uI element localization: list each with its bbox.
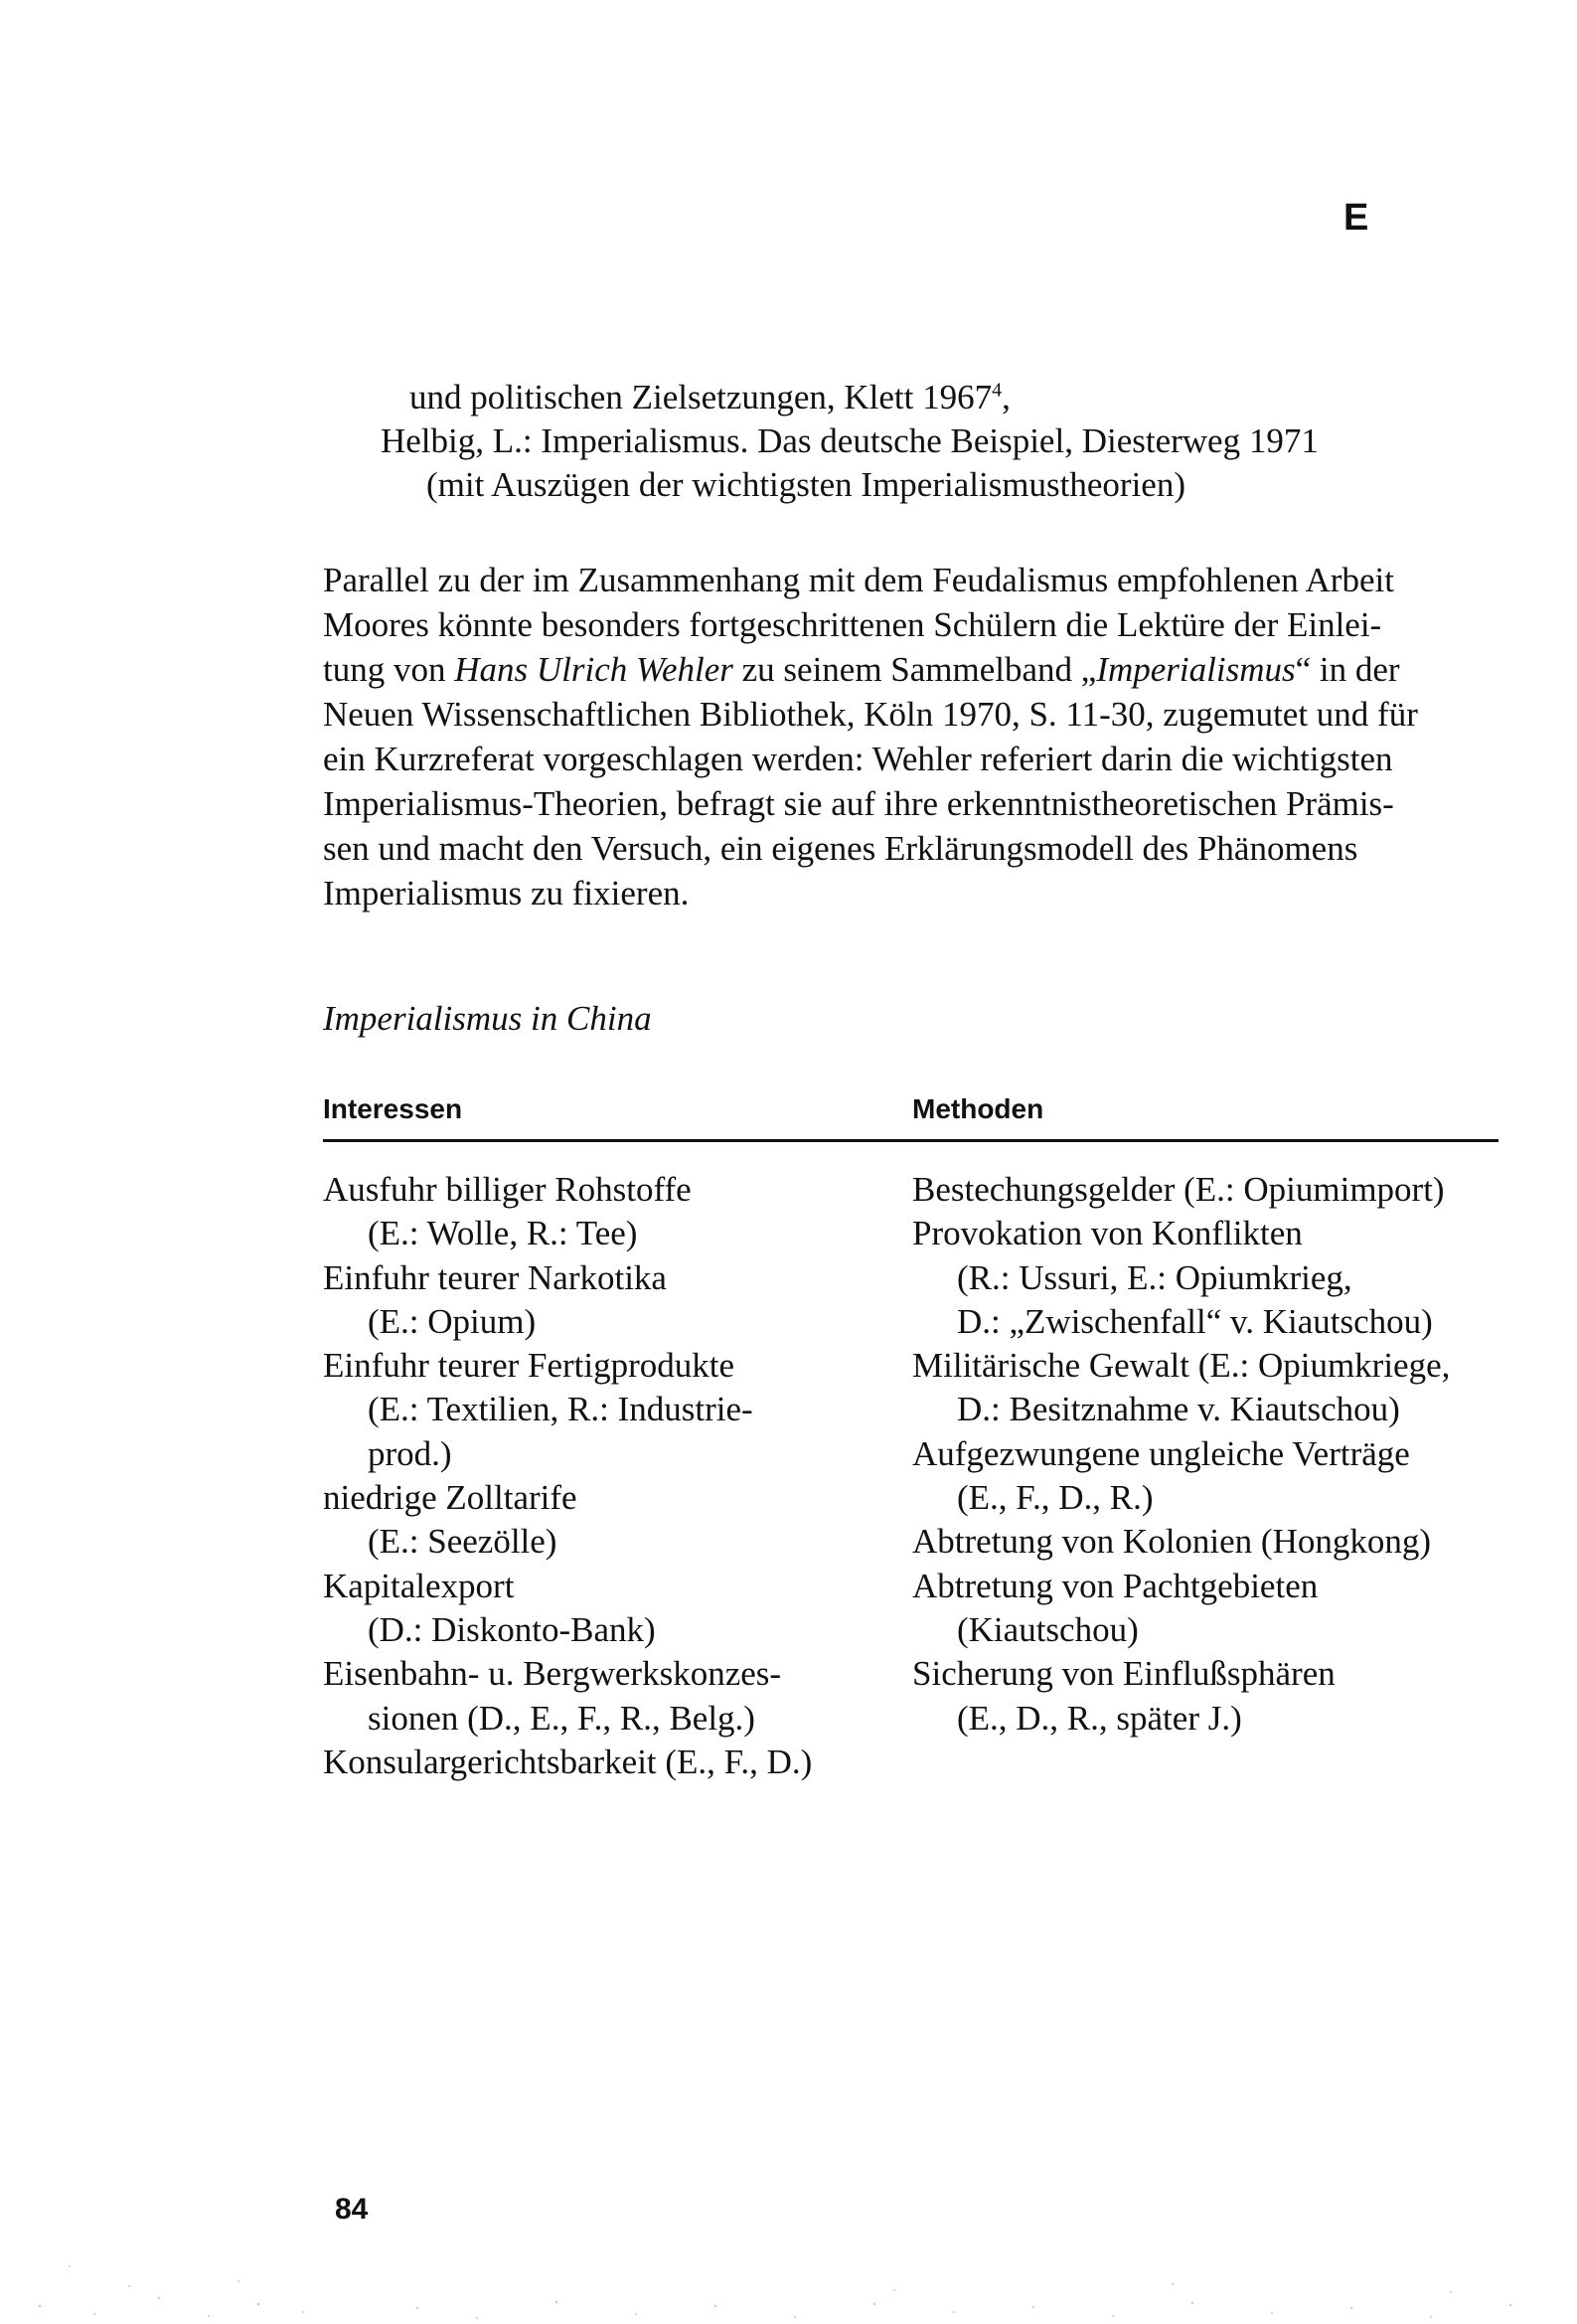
interessen-list-item: (E.: Textilien, R.: Industrie- <box>368 1390 753 1429</box>
methoden-list-item: Aufgezwungene ungleiche Verträge <box>912 1433 1410 1473</box>
paragraph-line: ein Kurzreferat vorgeschlagen werden: Wehler referiert darin die wichtigsten <box>323 740 1393 778</box>
methoden-list-item: (R.: Ussuri, E.: Opiumkrieg, <box>957 1257 1352 1297</box>
paragraph-line: Moores könnte besonders fortgeschrittenen Schülern die Lektüre der Einlei- <box>323 605 1382 644</box>
methoden-list-item: (E., D., R., später J.) <box>957 1698 1242 1738</box>
paragraph-line: Imperialismus zu fixieren. <box>323 874 690 913</box>
column-header-methoden: Methoden <box>912 1093 1044 1124</box>
paragraph-line: Imperialismus-Theorien, befragt sie auf ihre erkenntnistheoretischen Prämis- <box>323 784 1394 823</box>
interessen-list-item: Konsulargerichtsbarkeit (E., F., D.) <box>323 1742 813 1781</box>
paragraph-line: Neuen Wissenschaftlichen Bibliothek, Köln 1970, S. 11-30, zugemutet und für <box>323 695 1418 734</box>
methoden-list-item: (Kiautschou) <box>957 1609 1139 1649</box>
methoden-list-item: (E., F., D., R.) <box>957 1478 1154 1518</box>
interessen-list-item: Ausfuhr billiger Rohstoffe <box>323 1170 692 1209</box>
interessen-list-item: sionen (D., E., F., R., Belg.) <box>368 1698 755 1738</box>
methoden-list-item: D.: „Zwischenfall“ v. Kiautschou) <box>957 1301 1433 1341</box>
methoden-list-item: Sicherung von Einflußsphären <box>912 1654 1336 1694</box>
methoden-list-item: D.: Besitznahme v. Kiautschou) <box>957 1390 1400 1429</box>
author-name: Hans Ulrich Wehler <box>454 650 733 689</box>
table-rule <box>323 1139 1498 1142</box>
body-paragraph <box>323 558 1515 915</box>
column-header-interessen: Interessen <box>323 1093 463 1124</box>
table-title: Imperialismus in China <box>323 999 652 1038</box>
interessen-list-item: Einfuhr teurer Fertigprodukte <box>323 1346 735 1386</box>
book-title: Imperialismus <box>1096 650 1296 689</box>
methoden-list <box>912 1168 1508 1741</box>
paragraph-line: Parallel zu der im Zusammenhang mit dem Feudalismus empfohlenen Arbeit <box>323 561 1394 599</box>
reference-line-3: (mit Auszügen der wichtigsten Imperialismustheorien) <box>426 465 1185 504</box>
methoden-list-item: Militärische Gewalt (E.: Opiumkriege, <box>912 1346 1451 1386</box>
interessen-list-item: (E.: Wolle, R.: Tee) <box>368 1214 638 1253</box>
paragraph-line: sen und macht den Versuch, ein eigenes Erklärungsmodell des Phänomens <box>323 829 1358 868</box>
scan-noise <box>0 2187 1577 2324</box>
paragraph-line: tung von Hans Ulrich Wehler zu seinem Sammelband „Imperialismus“ in der <box>323 650 1400 689</box>
methoden-list-item: Bestechungsgelder (E.: Opiumimport) <box>912 1170 1445 1209</box>
interessen-list <box>323 1168 879 1784</box>
methoden-list-item: Abtretung von Kolonien (Hongkong) <box>912 1522 1432 1562</box>
methoden-list-item: Abtretung von Pachtgebieten <box>912 1566 1319 1605</box>
interessen-list-item: (E.: Seezölle) <box>368 1522 557 1562</box>
interessen-list-item: prod.) <box>368 1433 452 1473</box>
interessen-list-item: Einfuhr teurer Narkotika <box>323 1257 667 1297</box>
reference-line-2: Helbig, L.: Imperialismus. Das deutsche Beispiel, Diesterweg 1971 <box>381 421 1319 460</box>
interessen-list-item: niedrige Zolltarife <box>323 1478 577 1518</box>
interessen-list-item: Eisenbahn- u. Bergwerkskonzes- <box>323 1654 782 1694</box>
methoden-list-item: Provokation von Konflikten <box>912 1214 1303 1253</box>
interessen-list-item: Kapitalexport <box>323 1566 515 1605</box>
reference-list <box>381 376 1502 507</box>
footnote-superscript: 4 <box>992 379 1003 402</box>
interessen-list-item: (E.: Opium) <box>368 1301 537 1341</box>
page-number: 84 <box>335 2193 369 2226</box>
section-letter: E <box>1343 197 1369 239</box>
reference-line-1: und politischen Zielsetzungen, Klett 1967$^4$, <box>409 378 1011 416</box>
interessen-list-item: (D.: Diskonto-Bank) <box>368 1609 656 1649</box>
